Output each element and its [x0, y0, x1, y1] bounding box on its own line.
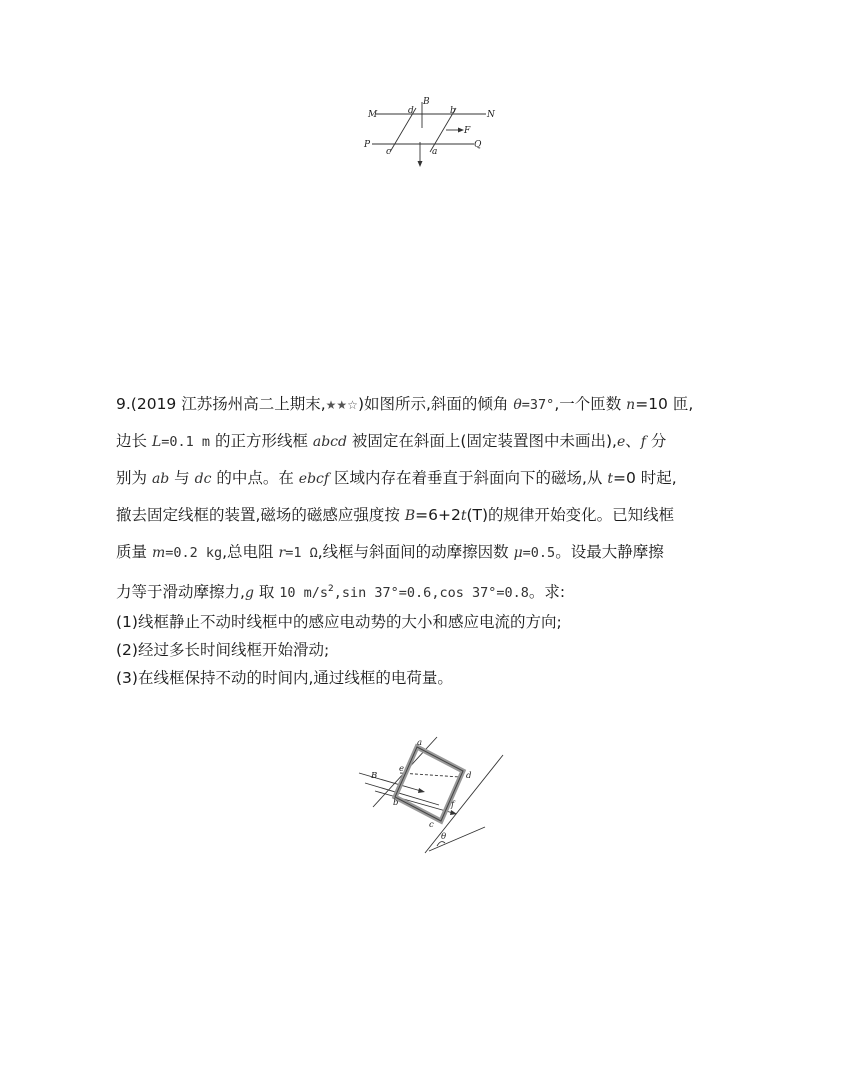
text: 撤去固定线框的装置,磁场的磁感应强度按 — [116, 506, 405, 524]
label-e: e — [399, 764, 405, 774]
source-close: ) — [357, 395, 364, 413]
problem-line-1 — [116, 386, 756, 423]
label-P: P — [364, 140, 371, 150]
superscript: 2 — [328, 584, 334, 594]
text: ,总电阻 — [222, 543, 279, 561]
question-3: (3)在线框保持不动的时间内,通过线框的电荷量。 — [116, 669, 453, 687]
math-dc: dc — [194, 471, 212, 487]
math-abcd: abcd — [312, 434, 347, 450]
math-ebcf: ebcf — [298, 471, 330, 487]
problem-number: 9. — [116, 395, 131, 413]
text: 、 — [625, 432, 641, 450]
problem-line-6 — [116, 571, 756, 608]
label-M: M — [368, 110, 378, 120]
coil-midline — [400, 773, 460, 777]
math-value: =0.2 kg — [165, 545, 223, 561]
problem-line-5 — [116, 534, 756, 571]
math-value: =10 — [635, 395, 668, 413]
problem-9 — [116, 386, 756, 692]
text: 的中点。在 — [211, 469, 299, 487]
difficulty-stars: ★★☆ — [325, 398, 358, 412]
problem-source: (2019 江苏扬州高二上期末, — [130, 395, 326, 413]
text: (T)的规律开始变化。已知线框 — [466, 506, 675, 524]
text: 与 — [169, 469, 195, 487]
text: ,线框与斜面间的动摩擦因数 — [317, 543, 514, 561]
label-a: a — [417, 738, 423, 748]
text: 取 — [253, 583, 280, 602]
math-value: =0 — [613, 469, 636, 487]
text: 。设最大静摩擦 — [555, 543, 664, 561]
math-g: g — [244, 585, 254, 602]
label-F: F — [464, 126, 471, 136]
text: 匝, — [667, 395, 694, 413]
math-B: B — [404, 508, 416, 524]
math-value: =6+2 — [415, 506, 461, 524]
math-value: =0.1 m — [161, 434, 211, 450]
text: 力等于滑动摩擦力, — [116, 583, 245, 602]
label-d: d — [466, 771, 472, 781]
label-d: d — [408, 106, 414, 116]
math-value: =0.5 — [522, 545, 556, 561]
label-theta: θ — [441, 832, 447, 842]
math-mu: μ — [513, 545, 523, 561]
label-N: N — [487, 110, 495, 120]
text: 。求: — [528, 583, 566, 602]
math-L: L — [151, 434, 162, 450]
text: 别为 — [116, 469, 152, 487]
text: 时起, — [635, 469, 677, 487]
text: 分 — [645, 432, 667, 450]
math-value: =1 Ω — [285, 545, 318, 561]
math-r: r — [278, 545, 286, 561]
math-trig: ,sin 37°=0.6,cos 37°=0.8 — [333, 585, 529, 602]
label-c: c — [386, 147, 392, 157]
label-c: c — [429, 820, 434, 830]
label-a: a — [432, 147, 438, 157]
math-n: n — [626, 397, 636, 413]
label-B: B — [423, 97, 430, 107]
angle-arc — [437, 842, 445, 846]
math-t: t — [607, 471, 613, 487]
math-value: =37° — [521, 397, 555, 413]
incline-coil-figure — [355, 735, 505, 855]
math-theta: θ — [513, 397, 522, 413]
label-f: f — [451, 800, 455, 810]
label-b: b — [450, 106, 456, 116]
label-B: B — [371, 771, 378, 781]
text: 边长 — [116, 432, 152, 450]
math-value: 10 m/s — [279, 585, 329, 602]
math-t: t — [460, 508, 467, 524]
math-e: e — [616, 434, 626, 450]
math-ab: ab — [151, 471, 170, 487]
rails-figure — [360, 92, 500, 170]
text: 质量 — [116, 543, 152, 561]
question-2: (2)经过多长时间线框开始滑动; — [116, 641, 330, 659]
problem-line-2 — [116, 423, 756, 460]
text: ,一个匝数 — [554, 395, 627, 413]
field-arrowhead-1 — [418, 788, 425, 793]
label-b: b — [393, 798, 399, 808]
problem-line-3 — [116, 460, 756, 497]
question-1: (1)线框静止不动时线框中的感应电动势的大小和感应电流的方向; — [116, 613, 562, 631]
problem-line-4 — [116, 497, 756, 534]
label-Q: Q — [474, 140, 482, 150]
ground-line — [429, 827, 485, 851]
text: 的正方形线框 — [210, 432, 313, 450]
math-m: m — [151, 545, 166, 561]
text: 被固定在斜面上(固定装置图中未画出), — [347, 432, 617, 450]
text: 如图所示,斜面的倾角 — [364, 395, 514, 413]
field-arrowhead — [418, 161, 423, 167]
math-f: f — [640, 434, 646, 450]
text: 区域内存在着垂直于斜面向下的磁场,从 — [329, 469, 608, 487]
